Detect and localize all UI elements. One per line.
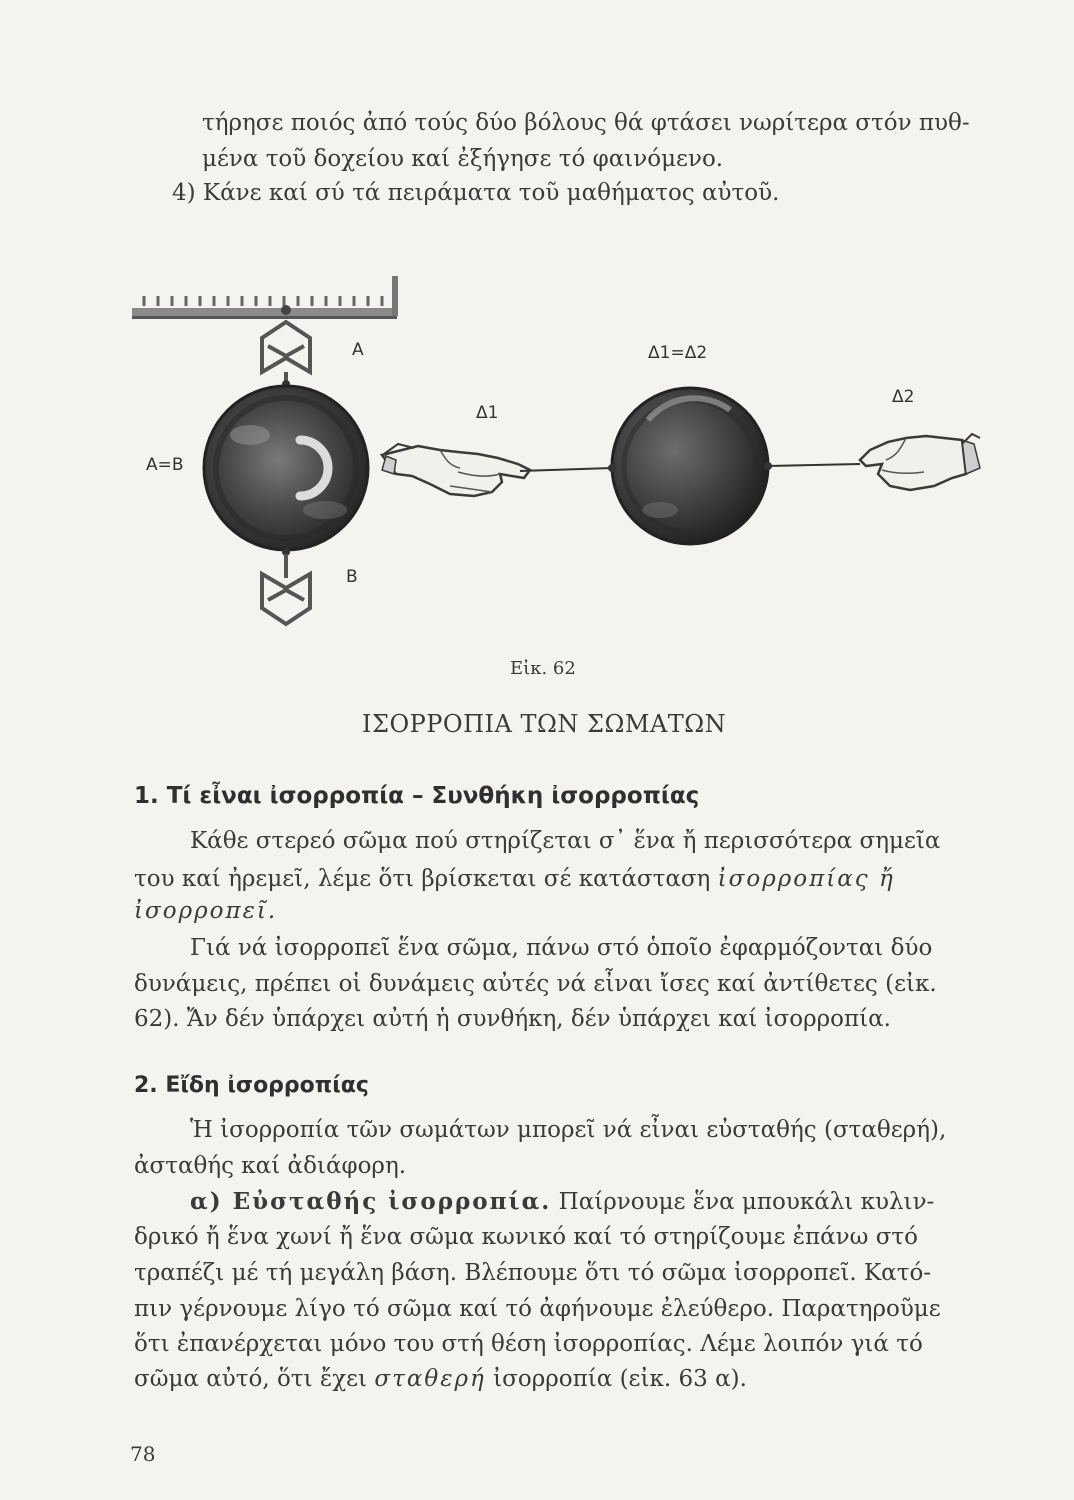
intro-line-1: τήρησε ποιός ἀπό τούς δύο βόλους θά φτάσει νωρίτερα στόν πυθ- xyxy=(202,110,970,136)
s2-p2-line-5: ὅτι ἐπανέρχεται μόνο του στή θέση ἰσορροπίας. Λέμε λοιπόν γιά τό xyxy=(134,1331,923,1357)
string-knot-d1 xyxy=(608,464,616,472)
s1-p1-emphasis: ἰσορροπίας ἤ xyxy=(717,866,895,892)
label-a: Α xyxy=(352,340,364,360)
label-d1-eq-d2: Δ1=Δ2 xyxy=(648,343,708,363)
section-1-heading: 1. Τί εἶναι ἰσορροπία – Συνθήκη ἰσορροπίας xyxy=(134,783,700,809)
section-2-heading: 2. Εἴδη ἰσορροπίας xyxy=(134,1073,369,1098)
s1-p2-line-2: δυνάμεις, πρέπει οἱ δυνάμεις αὐτές νά εἶναι ἴσες καί ἀντίθετες (εἰκ. xyxy=(134,971,937,997)
s1-p1-line-2 xyxy=(134,868,895,891)
right-disc xyxy=(612,388,768,544)
label-d2: Δ2 xyxy=(892,387,915,407)
s2-p2-line-1-text: Παίρνουμε ἕνα μπουκάλι κυλιν- xyxy=(551,1189,935,1215)
s1-p1-line-1: Κάθε στερεό σῶμα πού στηρίζεται σ᾽ ἕνα ἤ περισσότερα σημεῖα xyxy=(190,828,941,854)
intro-line-3: 4) Κάνε καί σύ τά πειράματα τοῦ μαθήματος αὐτοῦ. xyxy=(172,180,780,206)
page-number: 78 xyxy=(130,1442,156,1466)
label-d1: Δ1 xyxy=(476,403,499,423)
left-hand-illustration xyxy=(382,444,530,496)
right-hand-illustration xyxy=(860,434,980,490)
string-left xyxy=(520,468,612,471)
s1-p1-line-3: ἰσορροπεῖ. xyxy=(134,898,278,924)
s2-p2-line-6 xyxy=(134,1368,747,1391)
s1-p2-line-1: Γιά νά ἰσορροπεῖ ἕνα σῶμα, πάνω στό ὁποῖο ἐφαρμόζονται δύο xyxy=(190,935,933,961)
s2-p1-line-2: ἀσταθής καί ἀδιάφορη. xyxy=(134,1153,407,1179)
force-arrow-b xyxy=(262,554,310,624)
s2-p2-line-3: τραπέζι μέ τή μεγάλη βάση. Βλέπουμε ὅτι τό σῶμα ἰσορροπεῖ. Κατό- xyxy=(134,1260,932,1286)
force-arrow-a xyxy=(262,322,310,382)
label-b: Β xyxy=(346,567,358,587)
s2-p2-line-6-end: ἰσορροπία (εἰκ. 63 α). xyxy=(485,1366,747,1392)
s1-p1-line-2-text: του καί ἠρεμεῖ, λέμε ὅτι βρίσκεται σέ κατάσταση xyxy=(134,866,718,892)
s2-p2-line-2: δρικό ἤ ἕνα χωνί ἤ ἕνα σῶμα κωνικό καί τό στηρίζουμε ἐπάνω στό xyxy=(134,1224,918,1250)
figure-caption: Εἰκ. 62 xyxy=(510,658,576,679)
s1-p2-line-3: 62). Ἄν δέν ὑπάρχει αὐτή ἡ συνθήκη, δέν ὑπάρχει καί ἰσορροπία. xyxy=(134,1006,891,1032)
string-right xyxy=(768,464,860,466)
intro-line-2: μένα τοῦ δοχείου καί ἐξήγησε τό φαινόμενο. xyxy=(202,146,724,172)
s2-p2-line-1 xyxy=(190,1190,934,1214)
page-title: ΙΣΟΡΡΟΠΙΑ ΤΩΝ ΣΩΜΑΤΩΝ xyxy=(362,710,727,738)
s2-p2-line-6-text: σῶμα αὐτό, ὅτι ἔχει xyxy=(134,1366,375,1392)
s2-p2-label: α) Εὐσταθής ἰσορροπία. xyxy=(190,1188,552,1215)
label-a-eq-b: Α=Β xyxy=(146,455,184,475)
support-ruler xyxy=(132,276,398,319)
s2-p1-line-1: Ἡ ἰσορροπία τῶν σωμάτων μπορεῖ νά εἶναι εὐσταθής (σταθερή), xyxy=(190,1117,947,1143)
s2-p2-line-4: πιν γέρνουμε λίγο τό σῶμα καί τό ἀφήνουμε ἐλεύθερο. Παρατηροῦμε xyxy=(134,1296,941,1322)
left-disc xyxy=(204,386,368,550)
figure-62 xyxy=(100,260,1000,645)
s2-p2-emphasis: σταθερή xyxy=(374,1366,486,1392)
